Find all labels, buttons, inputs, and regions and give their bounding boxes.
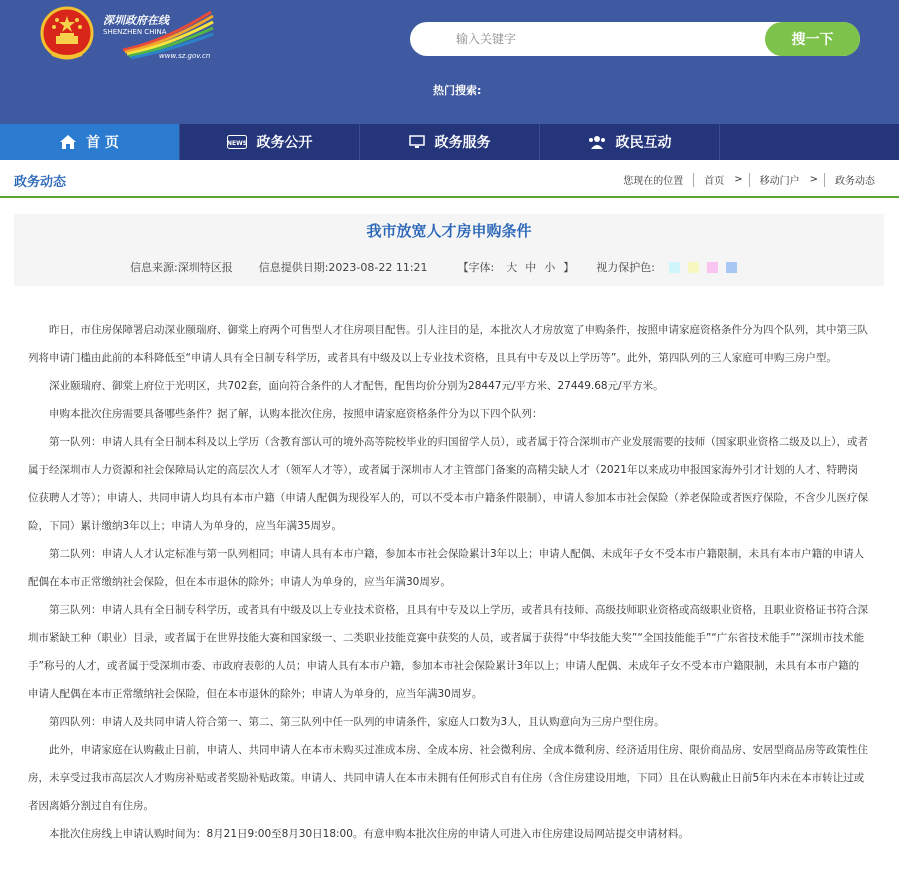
nav-item-interaction[interactable] bbox=[540, 124, 720, 160]
breadcrumb-location-label: 您现在的位置 bbox=[623, 176, 684, 187]
section-title: 政务动态 bbox=[14, 175, 67, 190]
nav-item-services[interactable] bbox=[360, 124, 540, 160]
breadcrumb-bar bbox=[0, 160, 899, 198]
search-box bbox=[410, 22, 860, 56]
home-icon bbox=[60, 135, 76, 149]
article-date: 信息提供日期:2023-08-22 11:21 bbox=[258, 261, 428, 274]
article-meta bbox=[130, 259, 737, 275]
shenzhen-logo[interactable] bbox=[103, 10, 215, 62]
eye-color-yellow[interactable] bbox=[688, 262, 699, 273]
nav-item-public-affairs[interactable] bbox=[180, 124, 360, 160]
nav-item-home[interactable] bbox=[0, 124, 180, 160]
breadcrumb-item-home[interactable]: 首页 bbox=[704, 176, 725, 187]
nav-item-empty bbox=[720, 124, 899, 160]
eye-protection-label: 视力保护色: bbox=[596, 261, 655, 274]
users-icon bbox=[588, 135, 606, 149]
article-paragraph: 此外，申请家庭在认购截止日前，申请人、共同申请人在本市未购买过准成本房、全成本房、社会微利房、全成本微利房、经济适用住房、限价商品房、安居型商品房等政策性住房，未享受过我市高层次人才购房补贴或者奖励补贴政策。申请人、共同申请人在本市未拥有任何形式自有住房（含住房建设用地，下同）且在认购截止日前5年内未在本市转让过或者因离婚分割过自有住房。 bbox=[28, 744, 868, 812]
font-size-small[interactable]: 小 bbox=[544, 261, 556, 274]
font-size-large[interactable]: 大 bbox=[506, 261, 518, 274]
site-header bbox=[0, 0, 899, 124]
svg-text:NEWS: NEWS bbox=[226, 140, 247, 147]
search-button[interactable]: 搜一下 bbox=[765, 22, 860, 56]
font-size-medium[interactable]: 中 bbox=[525, 261, 537, 274]
article-paragraph: 昨日，市住房保障署启动深业颐瑞府、御棠上府两个可售型人才住房项目配售。引人注目的是，本批次人才房放宽了申购条件，按照申请家庭资格条件分为四个队列，其中第三队列将申请门槛由此前的本科降低至“申请人具有全日制专科学历，或者具有中级及以上专业技术资格，且具有中专及以上学历等”。此外，第四队列的三人家庭可申购三房户型。 bbox=[28, 324, 868, 364]
article-paragraph: 申购本批次住房需要具备哪些条件？据了解，认购本批次住房，按照申请家庭资格条件分为以下四个队列： bbox=[49, 408, 543, 420]
eye-color-cyan[interactable] bbox=[669, 262, 680, 273]
article-paragraph: 深业颐瑞府、御棠上府位于光明区，共702套，面向符合条件的人才配售，配售均价分别为28447元/平方米、27449.68元/平方米。 bbox=[49, 380, 664, 392]
nav-label-home: 首 页 bbox=[86, 135, 119, 151]
breadcrumb-separator: > bbox=[809, 174, 818, 185]
eye-color-blue[interactable] bbox=[726, 262, 737, 273]
article-paragraph: 第二队列：申请人人才认定标准与第一队列相同；申请人具有本市户籍，参加本市社会保险累计3年以上；申请人配偶、未成年子女不受本市户籍限制，未具有本市户籍的申请人配偶在本市正常缴纳社会保险，但在本市退休的除外；申请人为单身的，应当年满30周岁。 bbox=[28, 548, 865, 588]
nav-label-interaction: 政民互动 bbox=[615, 135, 672, 151]
nav-label-public-affairs: 政务公开 bbox=[256, 135, 313, 151]
article-paragraph: 第一队列：申请人具有全日制本科及以上学历（含教育部认可的境外高等院校毕业的归国留学人员），或者属于符合深圳市产业发展需要的技师（国家职业资格二级及以上），或者属于经深圳市人力资源和社会保障局认定的高层次人才（领军人才等），或者属于深圳市人才主管部门备案的高精尖缺人才（2021年以来成功申报国家海外引才计划的人才、特聘岗位获聘人才等）；申请人、共同申请人均具有本市户籍（申请人配偶为现役军人的，可以不受本市户籍条件限制），申请人参加本市社会保险（养老保险或者医疗保险，不含少儿医疗保险，下同）累计缴纳3年以上；申请人为单身的，应当年满35周岁。 bbox=[28, 436, 868, 532]
search-input[interactable] bbox=[410, 22, 770, 56]
nav-label-services: 政务服务 bbox=[434, 135, 491, 151]
breadcrumb-item-mobile[interactable]: 移动门户 bbox=[759, 176, 800, 187]
article-paragraph: 本批次住房线上申请认购时间为：8月21日9:00至8月30日18:00。有意申购本批次住房的申请人可进入市住房建设局网站提交申请材料。 bbox=[49, 828, 689, 840]
breadcrumb-item-news[interactable]: 政务动态 bbox=[835, 176, 875, 187]
article-header bbox=[14, 214, 884, 286]
monitor-icon bbox=[409, 135, 425, 149]
hot-search-label: 热门搜索: bbox=[433, 84, 482, 97]
font-size-close: 】 bbox=[563, 261, 575, 274]
breadcrumb bbox=[613, 172, 875, 187]
national-emblem-icon bbox=[40, 6, 94, 62]
logo-english-text: SHENZHEN CHINA bbox=[103, 28, 167, 36]
article-source: 信息来源:深圳特区报 bbox=[130, 261, 233, 274]
article-body bbox=[28, 316, 868, 848]
news-icon bbox=[227, 135, 247, 149]
main-nav bbox=[0, 124, 899, 160]
font-size-label: 【字体: bbox=[457, 261, 495, 274]
article-paragraph: 第三队列：申请人具有全日制专科学历，或者具有中级及以上专业技术资格，且具有中专及以上学历，或者具有技师、高级技师职业资格或高级职业资格，且职业资格证书符合深圳市紧缺工种（职业）目录，或者属于在世界技能大赛和国家级一、二类职业技能竞赛中获奖的人员，或者属于获得“中华技能大奖”“全国技能能手”“广东省技术能手”“深圳市技术能手”称号的人才，或者属于受深圳市委、市政府表彰的人员；申请人具有本市户籍，参加本市社会保险累计3年以上；申请人配偶、未成年子女不受本市户籍限制，未具有本市户籍的申请人配偶在本市正常缴纳社会保险，但在本市退休的除外；申请人为单身的，应当年满30周岁。 bbox=[28, 604, 868, 700]
article-paragraph: 第四队列：申请人及共同申请人符合第一、第二、第三队列中任一队列的申请条件，家庭人口数为3人，且认购意向为三房户型住房。 bbox=[49, 716, 665, 728]
logo-url-text: www.sz.gov.cn bbox=[159, 52, 211, 60]
logo-chinese-text: 深圳政府在线 bbox=[103, 14, 169, 27]
breadcrumb-separator: > bbox=[734, 174, 743, 185]
eye-color-pink[interactable] bbox=[707, 262, 718, 273]
article-title: 我市放宽人才房申购条件 bbox=[366, 222, 532, 240]
